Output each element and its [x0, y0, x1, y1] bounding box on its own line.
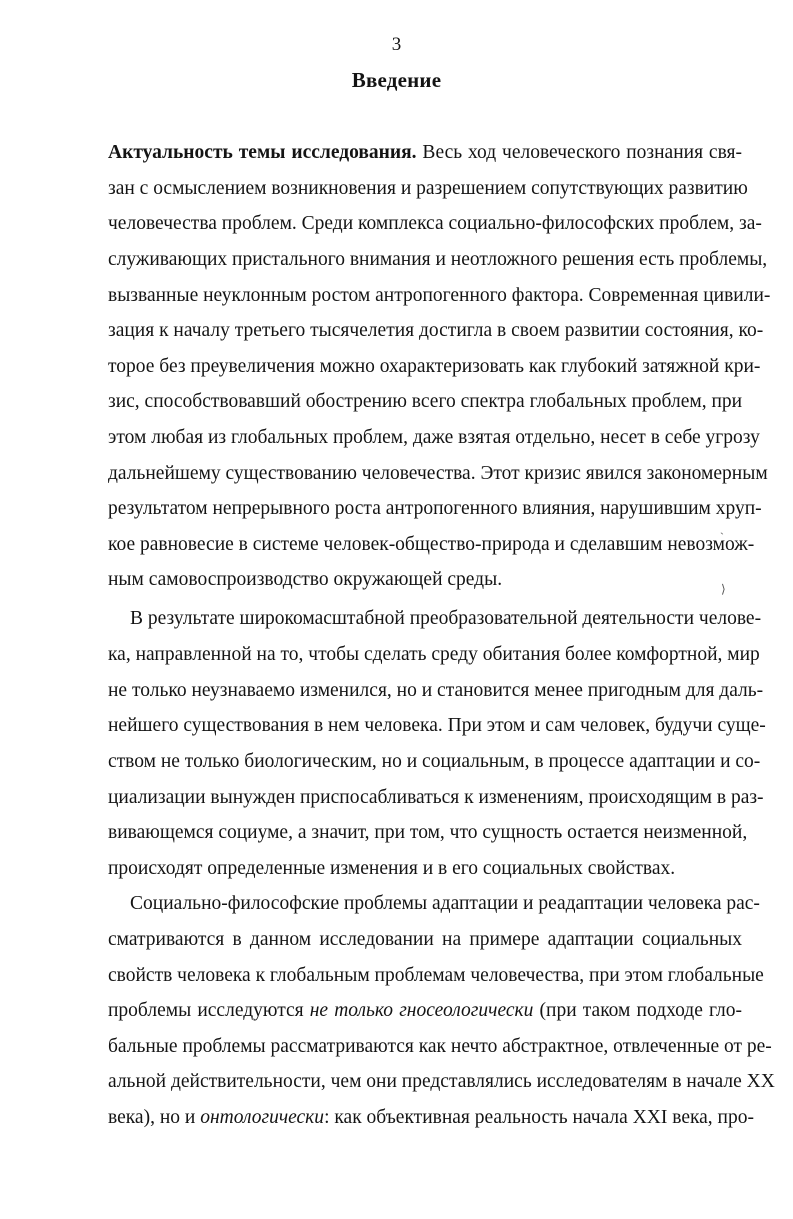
scan-mark: ˎ — [720, 521, 724, 535]
text-line: служивающих пристального внимания и неотложного решения есть проблемы, — [108, 249, 768, 270]
text-line: торое без преувеличения можно охарактеризовать как глубокий затяжной кри- — [108, 356, 761, 377]
text-line: ным самовоспроизводство окружающей среды. — [108, 569, 503, 590]
text-line: циализации вынужден приспосабливаться к изменениям, происходящим в раз- — [108, 787, 764, 808]
text-line: зан с осмыслением возникновения и разрешением сопутствующих развитию — [108, 178, 748, 199]
section-heading: Введение — [351, 68, 442, 92]
text-line: этом любая из глобальных проблем, даже взятая отдельно, несет в себе угрозу — [108, 427, 760, 448]
text-line: зация к началу третьего тысячелетия достигла в своем развитии состояния, ко- — [108, 320, 764, 341]
text-line — [108, 140, 742, 166]
text-span: : как объективная реальность начала XXI века, про- — [324, 1107, 754, 1128]
page-number: 3 — [391, 34, 402, 55]
text-line: бальные проблемы рассматриваются как нечто абстрактное, отвлеченные от ре- — [108, 1036, 772, 1057]
text-line: сматриваются в данном исследовании на примере адаптации социальных — [108, 929, 742, 950]
text-line: вивающемся социуме, а значит, при том, что сущность остается неизменной, — [108, 822, 748, 843]
text-line — [108, 1105, 754, 1131]
scan-mark: ⟩ — [721, 582, 726, 596]
text-line: происходят определенные изменения и в его социальных свойствах. — [108, 858, 676, 879]
text-line: ством не только биологическим, но и социальным, в процессе адаптации и со- — [108, 751, 761, 772]
text-line — [108, 998, 742, 1024]
text-line: свойств человека к глобальным проблемам человечества, при этом глобальные — [108, 965, 764, 986]
text-line: кое равновесие в системе человек-общество-природа и сделавшим невозмож- — [108, 534, 755, 555]
italic-term: онтологически — [200, 1107, 325, 1128]
text-line: результатом непрерывного роста антропогенного влияния, нарушившим хруп- — [108, 498, 762, 519]
text-line: зис, способствовавший обострению всего спектра глобальных проблем, при — [108, 391, 743, 412]
text-span: Весь ход человеческого познания свя- — [416, 142, 742, 163]
text-span: проблемы исследуются — [108, 1000, 310, 1021]
text-line: дальнейшему существованию человечества. Этот кризис явился закономерным — [108, 463, 768, 484]
text-span: (при таком подходе гло- — [533, 1000, 742, 1021]
text-line: нейшего существования в нем человека. При этом и сам человек, будучи суще- — [108, 715, 766, 736]
text-line: человечества проблем. Среди комплекса социально-философских проблем, за- — [108, 213, 762, 234]
text-line: альной действительности, чем они представлялись исследователям в начале XX — [108, 1071, 775, 1092]
italic-term: не только гносеологически — [309, 1000, 534, 1021]
text-line: ка, направленной на то, чтобы сделать среду обитания более комфортной, мир — [108, 644, 760, 665]
text-line: не только неузнаваемо изменился, но и становится менее пригодным для даль- — [108, 680, 764, 701]
text-span: века), но и — [108, 1107, 201, 1128]
text-line: Социально-философские проблемы адаптации и реадаптации человека рас- — [130, 893, 760, 914]
bold-lead: Актуальность темы исследования. — [108, 142, 417, 163]
text-line: В результате широкомасштабной преобразовательной деятельности челове- — [130, 608, 762, 629]
text-line: вызванные неуклонным ростом антропогенного фактора. Современная цивили- — [108, 285, 771, 306]
